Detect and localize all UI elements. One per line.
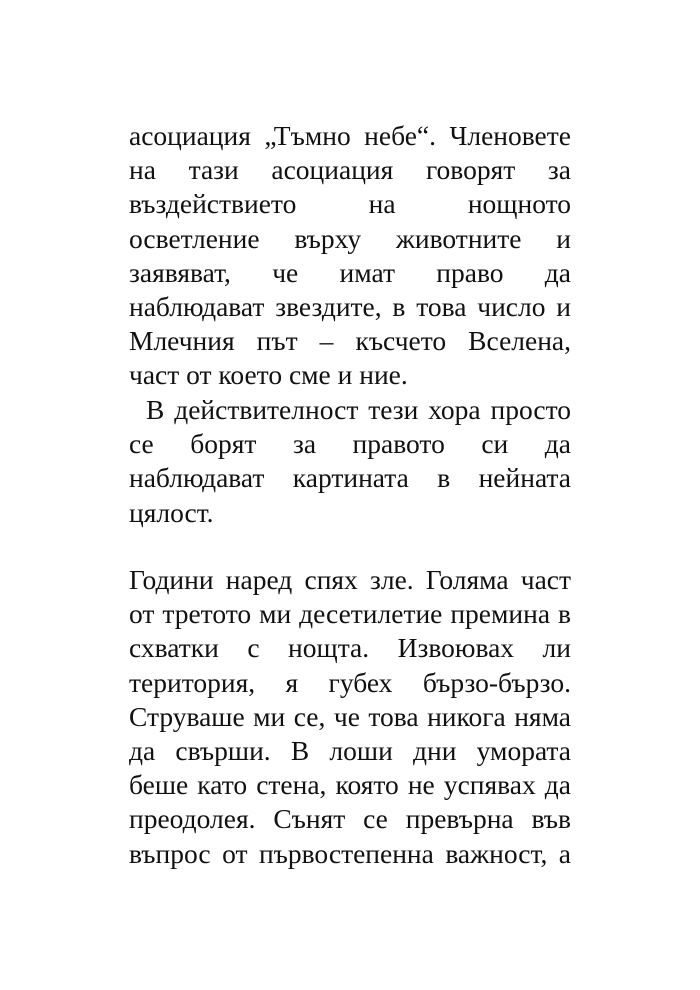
text-line: Струваше ми се, че това никога няма [129,700,571,732]
text-line: наблюдават звездите, в това число и [129,290,571,322]
text-line: въпрос от първостепенна важност, а [129,837,571,869]
text-line: да свърши. В лоши дни умората [129,734,571,766]
text-line: цялост. [129,496,214,528]
text-line: осветление върху животните и [129,222,571,254]
text-line: схватки с нощта. Извоювах ли [129,632,571,664]
text-line: преодолея. Сънят се превърна във [129,803,571,835]
text-line: беше като стена, която не успявах да [129,769,571,801]
text-line: от третото ми десетилетие премина в [129,598,571,630]
paragraph-sleep [129,563,571,871]
text-line: наблюдават картината в нейната [129,462,571,494]
text-line: се борят за правото си да [129,428,571,460]
text-line: на тази асоциация говорят за [129,154,571,186]
text-line: В действителност тези хора просто [146,394,571,425]
text-line: територия, я губех бързо-бързо. [129,666,571,698]
text-line: част от което сме и ние. [129,359,408,391]
text-line: въздействието на нощното [129,188,571,220]
text-line: асоциация „Тъмно небе“. Членовете [129,120,571,151]
text-line: Години наред спях зле. Голяма част [129,564,571,595]
paragraph-in-reality [129,393,571,530]
text-line: заявяват, че имат право да [129,256,571,288]
paragraph-dark-sky [129,119,571,393]
text-line: Млечния път – късчето Вселена, [129,325,571,357]
